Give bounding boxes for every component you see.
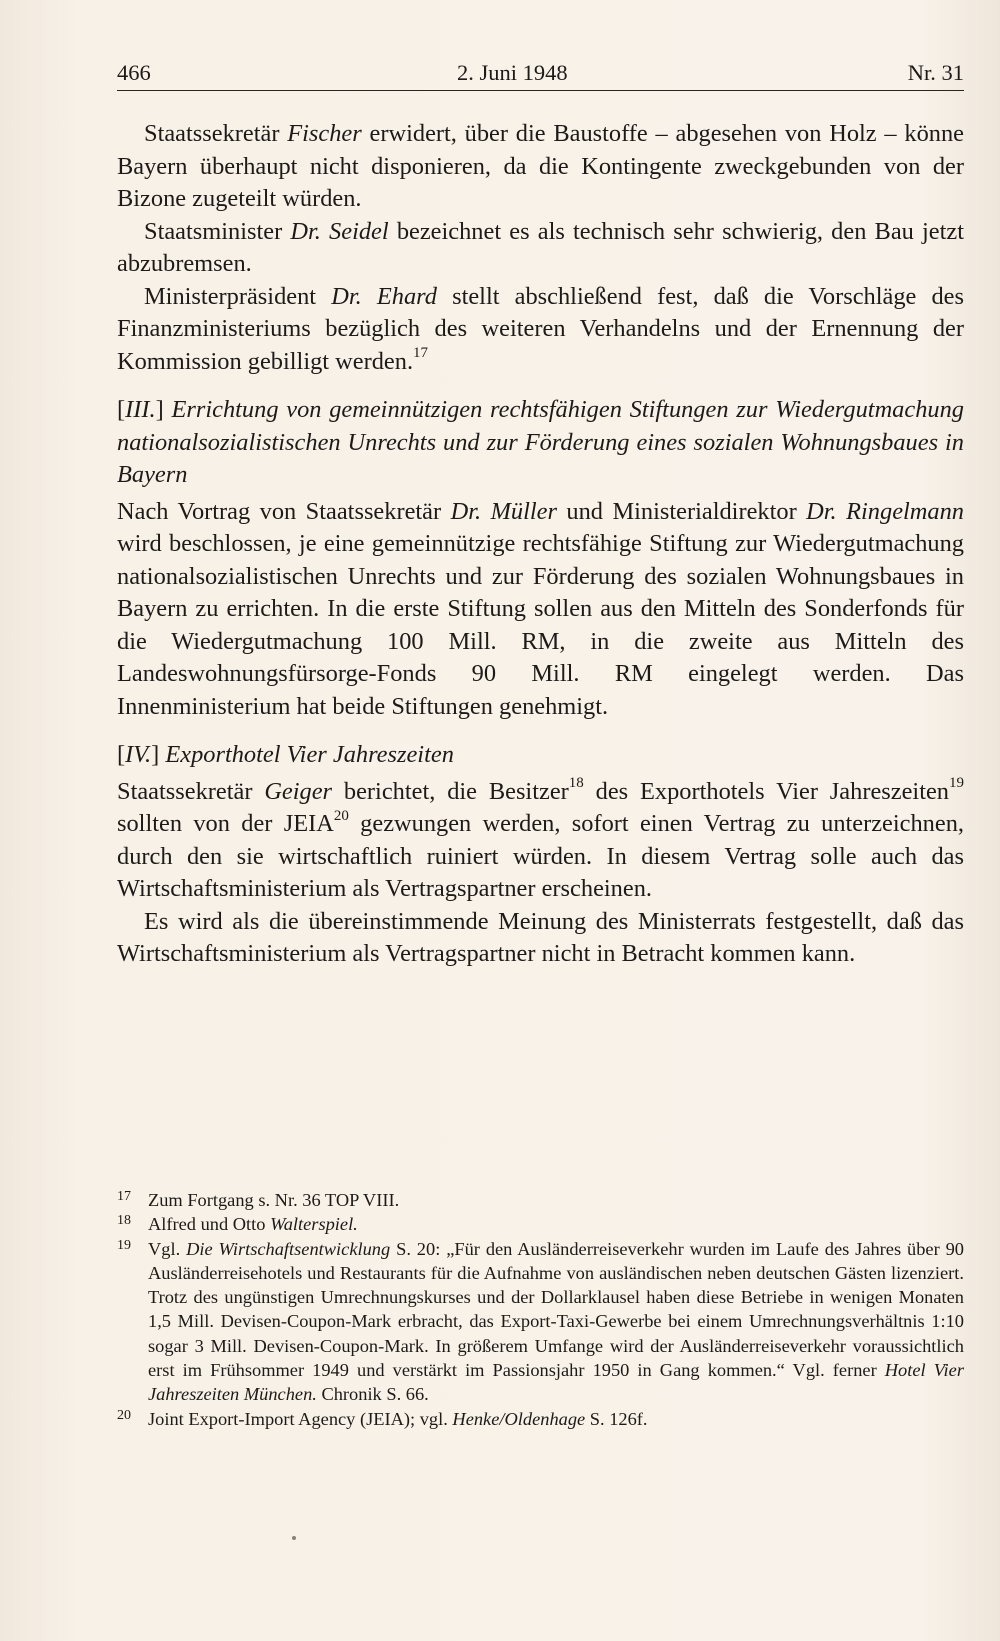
text-run: Ministerpräsident bbox=[144, 282, 332, 310]
footnote-17 bbox=[117, 1188, 964, 1212]
bracket: ] bbox=[155, 396, 172, 423]
text-run: stellt abschließend fest, daß die Vorschläge des Finanzministeriums bezüglich des weiteren Verhandelns und der Ernennung der Kommission gebilligt werden. bbox=[117, 282, 964, 375]
footnote-ref[interactable]: 19 bbox=[949, 775, 964, 792]
section-number: III. bbox=[125, 396, 156, 423]
paragraph-geiger bbox=[117, 776, 964, 906]
footnote-text: Joint Export-Import Agency (JEIA); vgl. bbox=[148, 1408, 453, 1429]
text-run: bezeichnet es als technisch sehr schwierig, den Bau jetzt abzubremsen. bbox=[117, 217, 964, 277]
main-text bbox=[117, 118, 964, 971]
footnote-text: Alfred und Otto bbox=[148, 1214, 271, 1235]
paragraph-seidel bbox=[117, 216, 964, 281]
section-heading-iv bbox=[117, 739, 964, 772]
issue-number: Nr. 31 bbox=[907, 60, 964, 85]
person-title: Dr. bbox=[331, 282, 362, 310]
text-run: des Exporthotels Vier Jahreszeiten bbox=[583, 777, 949, 805]
running-header bbox=[117, 54, 964, 92]
paragraph-fischer bbox=[117, 118, 964, 216]
footnote-ref[interactable]: 17 bbox=[413, 345, 429, 362]
person-name: Walterspiel. bbox=[270, 1214, 358, 1235]
bracket: [ bbox=[117, 741, 126, 768]
person-name: Ehard bbox=[376, 282, 437, 310]
footnote-number: 20 bbox=[117, 1407, 131, 1423]
text-run: sollten von der JEIA bbox=[117, 810, 334, 837]
footnote-18 bbox=[117, 1212, 964, 1236]
section-title: Exporthotel Vier Jahreszeiten bbox=[165, 741, 454, 768]
section-title: Errichtung von gemeinnützigen rechtsfähigen Stiftungen zur Wiedergutmachung nationalsozialistischen Unrechts und zur Förderung eines sozialen Wohnungsbaues in Bayern bbox=[117, 396, 964, 488]
text-run: Staatssekretär bbox=[144, 120, 288, 147]
person-name: Ringelmann bbox=[846, 497, 964, 525]
person-name: Geiger bbox=[264, 777, 333, 805]
bracket: [ bbox=[117, 396, 126, 423]
header-date: 2. Juni 1948 bbox=[457, 60, 568, 85]
footnote-19 bbox=[117, 1237, 964, 1407]
person-title: Dr. bbox=[806, 497, 837, 525]
footnote-text: S. 126f. bbox=[585, 1408, 648, 1429]
text-run: Staatsminister bbox=[144, 217, 291, 245]
footnote-ref[interactable]: 20 bbox=[333, 807, 349, 824]
footnote-text: Vgl. bbox=[148, 1238, 187, 1259]
paragraph-stiftungen bbox=[117, 496, 964, 724]
person-name: Müller bbox=[490, 497, 557, 525]
page-number: 466 bbox=[117, 60, 151, 85]
paragraph-conclusion: Es wird als die übereinstimmende Meinung des Ministerrats festgestellt, daß das Wirtschaftsministerium als Vertragspartner nicht in Betracht kommen kann. bbox=[117, 907, 964, 967]
paper-speck bbox=[292, 1536, 296, 1540]
footnote-20 bbox=[117, 1407, 964, 1431]
text-run: erwidert, über die Baustoffe – abgesehen von Holz – könne Bayern überhaupt nicht disponieren, da die Kontingente zweckgebunden von der Bizone zugeteilt würden. bbox=[117, 120, 964, 212]
text-run: und Ministerialdirektor bbox=[556, 497, 807, 525]
text-run: gezwungen werden, sofort einen Vertrag zu unterzeichnen, durch den sie wirtschaftlich ruiniert würden. In diesem Vertrag solle auch das Wirtschaftsministerium als Vertragspartner erscheinen. bbox=[117, 810, 964, 902]
footnote-text: S. 20: „Für den Ausländerreiseverkehr wurden im Laufe des Jahres über 90 Ausländerreisehotels und Restaurants für die Aufnahme von ausländischen neben deutschen Gästen lizenziert. Trotz des ungünstigen Umrechnungskurses und der Dollarklausel haben diese Betriebe in wenigen Monaten 1,5 Mill. Devisen-Coupon-Mark erbracht, das Export-Taxi-Gewerbe bei einem Umrechnungsverhältnis 1:10 sogar 3 Mill. Devisen-Coupon-Mark. In größerem Umfange wird der Ausländerreiseverkehr voraussichtlich erst im Frühsommer 1949 und verstärkt im Passionsjahr 1950 in Gang kommen.“ Vgl. ferner bbox=[148, 1238, 964, 1381]
cited-work: Henke/Oldenhage bbox=[452, 1408, 586, 1429]
cited-work: Die Wirtschaftsentwicklung bbox=[186, 1238, 391, 1259]
text-run: berichtet, die Besitzer bbox=[332, 777, 569, 805]
header-rule bbox=[117, 90, 964, 91]
bracket: ] bbox=[151, 741, 166, 768]
person-title: Dr. bbox=[450, 497, 482, 525]
person-title: Dr. bbox=[290, 217, 321, 245]
section-number: IV. bbox=[125, 741, 152, 768]
text-run: wird beschlossen, je eine gemeinnützige rechtsfähige Stiftung zur Wiedergutmachung nationalsozialistischen Unrechts und zur Förderung des sozialen Wohnungsbaues in Bayern zu errichten. In die erste Stiftung sollen aus den Mitteln des Sonderfonds für die Wiedergutmachung 100 Mill. RM, in die zweite aus Mitteln des Landeswohnungsfürsorge-Fonds 90 Mill. RM eingelegt werden. Das Innenministerium hat beide Stiftungen genehmigt. bbox=[117, 530, 964, 720]
footnotes bbox=[117, 1188, 964, 1431]
paragraph-ehard bbox=[117, 281, 964, 379]
footnote-text: Zum Fortgang s. Nr. 36 TOP VIII. bbox=[148, 1190, 400, 1210]
footnote-number: 17 bbox=[117, 1189, 131, 1204]
footnote-ref[interactable]: 18 bbox=[568, 775, 584, 792]
footnote-number: 18 bbox=[117, 1213, 131, 1229]
person-name: Seidel bbox=[329, 217, 389, 245]
person-name: Fischer bbox=[287, 120, 362, 147]
text-run: Staatssekretär bbox=[117, 777, 265, 805]
section-heading-iii bbox=[117, 394, 964, 492]
footnote-number: 19 bbox=[117, 1237, 131, 1253]
cited-work: Hotel Vier Jahreszeiten München. bbox=[148, 1360, 964, 1405]
text-run: Nach Vortrag von Staatssekretär bbox=[117, 497, 451, 525]
footnote-text: Chronik S. 66. bbox=[316, 1384, 429, 1405]
